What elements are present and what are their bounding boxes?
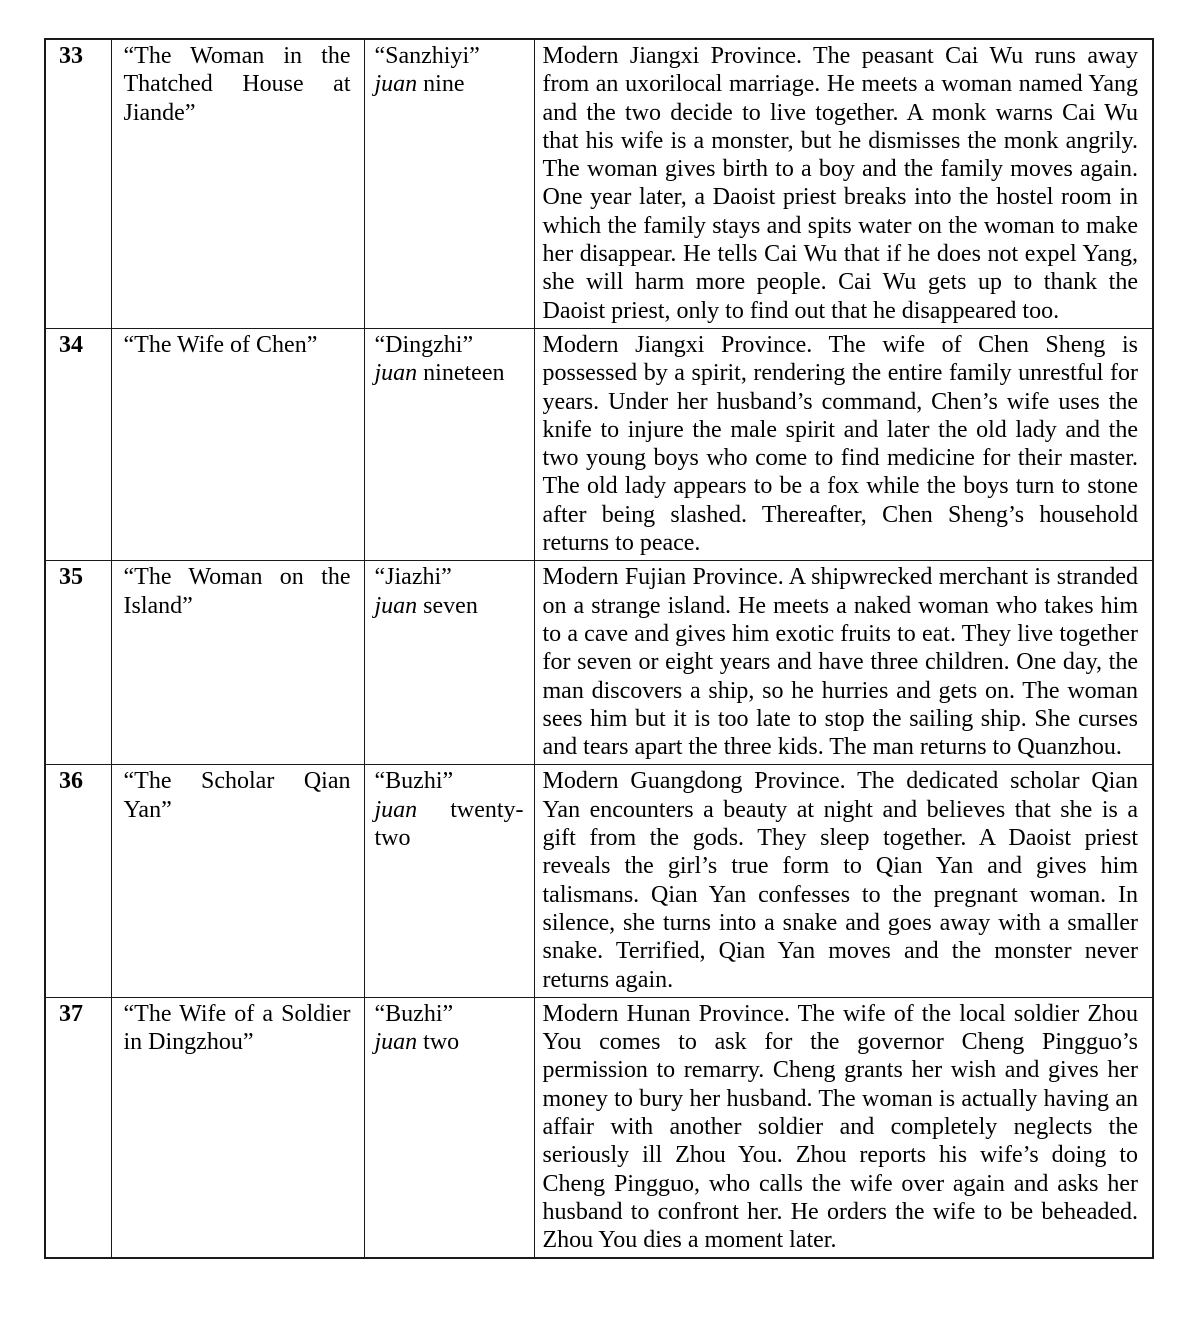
story-source <box>364 328 534 560</box>
juan-line <box>375 796 524 853</box>
juan-number: seven <box>423 592 478 619</box>
source-title: “Dingzhi” <box>374 331 474 358</box>
stories-table <box>44 38 1154 1259</box>
juan-word: juan <box>374 1029 418 1056</box>
story-source <box>364 561 534 765</box>
juan-line <box>375 592 524 620</box>
story-title: “The Wife of Chen” <box>111 328 364 560</box>
story-summary: Modern Guangdong Province. The dedicated scholar Qian Yan encounters a beauty at night and believes that she is a gift from the gods. They sleep together. A Daoist priest reveals the girl’s true form to Qian Yan and gives him talismans. Qian Yan confesses to the pregnant woman. In silence, she turns into a snake and goes away with a smaller snake. Terrified, Qian Yan moves and the monster never returns again. <box>534 765 1153 997</box>
story-title: “The Woman on the Island” <box>111 561 364 765</box>
table-row <box>45 39 1153 328</box>
story-summary: Modern Hunan Province. The wife of the local soldier Zhou You comes to ask for the governor Cheng Pingguo’s permission to remarry. Cheng grants her wish and gives her money to bury her husband. The woman is actually having an affair with another soldier and completely neglects the seriously ill Zhou You. Zhou reports his wife’s doing to Cheng Pingguo, who calls the wife over again and asks her husband to confront her. He orders the wife to be beheaded. Zhou You dies a moment later. <box>534 997 1153 1258</box>
story-summary: Modern Fujian Province. A shipwrecked merchant is stranded on a strange island. He meets a naked woman who takes him to a cave and gives him exotic fruits to eat. They live together for seven or eight years and have three children. One day, the man discovers a ship, so he hurries and gets on. The woman sees him but it is too late to stop the sailing ship. She curses and tears apart the three kids. The man returns to Quanzhou. <box>534 561 1153 765</box>
table-row <box>45 765 1153 997</box>
juan-line <box>375 70 524 98</box>
juan-number: nine <box>423 71 465 98</box>
source-title: “Sanzhiyi” <box>374 43 480 69</box>
story-source <box>364 997 534 1258</box>
story-source <box>364 765 534 997</box>
story-summary: Modern Jiangxi Province. The wife of Chen Sheng is possessed by a spirit, rendering the entire family unrestful for years. Under her husband’s command, Chen’s wife uses the knife to injure the male spirit and later the old lady and the two young boys who come to find medicine for their master. The old lady appears to be a fox while the boys turn to stone after being slashed. Thereafter, Chen Sheng’s household returns to peace. <box>534 328 1153 560</box>
juan-word: juan <box>374 360 418 387</box>
story-number: 34 <box>45 328 111 560</box>
story-title: “The Scholar Qian Yan” <box>111 765 364 997</box>
juan-word: juan <box>374 592 418 619</box>
story-title: “The Woman in the Thatched House at Jiande” <box>111 39 364 328</box>
source-title: “Buzhi” <box>374 768 454 795</box>
story-number: 37 <box>45 997 111 1258</box>
juan-word: juan <box>374 71 418 98</box>
juan-line <box>375 359 524 387</box>
juan-number: two <box>423 1029 460 1056</box>
juan-number: nineteen <box>423 360 505 387</box>
story-source <box>364 39 534 328</box>
story-title: “The Wife of a Soldier in Dingzhou” <box>111 997 364 1258</box>
story-number: 36 <box>45 765 111 997</box>
juan-line <box>375 1028 524 1056</box>
table-row <box>45 328 1153 560</box>
source-title: “Buzhi” <box>374 1000 454 1027</box>
juan-number: twenty-two <box>374 796 524 852</box>
table-row <box>45 561 1153 765</box>
juan-word: juan <box>374 796 418 823</box>
story-number: 35 <box>45 561 111 765</box>
story-number: 33 <box>45 39 111 328</box>
source-title: “Jiazhi” <box>374 564 452 591</box>
story-summary: Modern Jiangxi Province. The peasant Cai Wu runs away from an uxorilocal marriage. He meets a woman named Yang and the two decide to live together. A monk warns Cai Wu that his wife is a monster, but he dismisses the monk angrily. The woman gives birth to a boy and the family moves again. One year later, a Daoist priest breaks into the hostel room in which the family stays and spits water on the woman to make her disappear. He tells Cai Wu that if he does not expel Yang, she will harm more people. Cai Wu gets up to thank the Daoist priest, only to find out that he disappeared too. <box>534 39 1153 328</box>
table-row <box>45 997 1153 1258</box>
